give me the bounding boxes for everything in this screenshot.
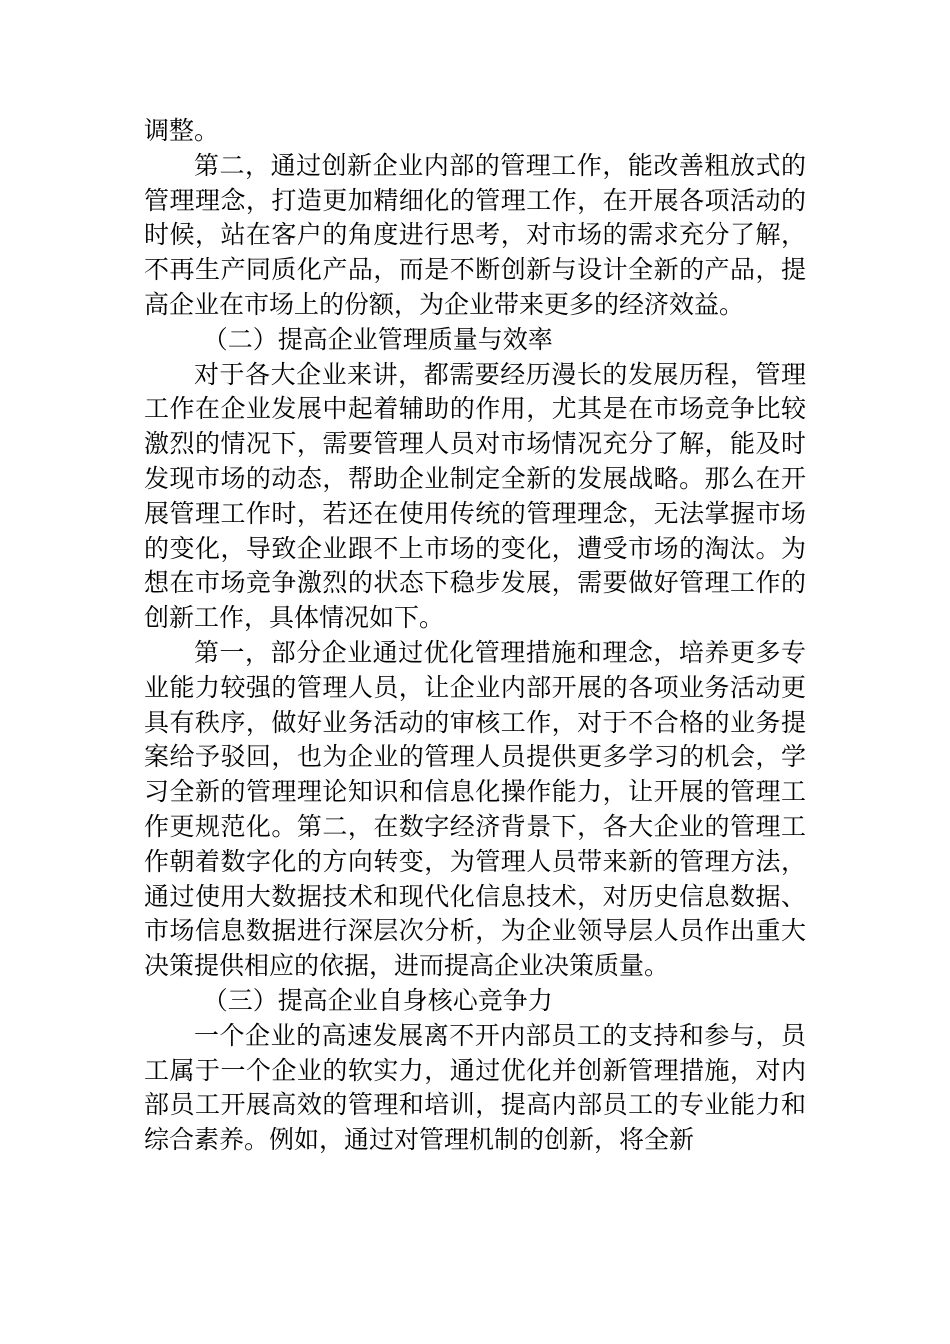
paragraph-management-quality: 对于各大企业来讲，都需要经历漫长的发展历程，管理工作在企业发展中起着辅助的作用，尤其是在市场竞争比较激烈的情况下，需要管理人员对市场情况充分了解，能及时发现市场的动态，帮助企业制定全新的发展战略。那么在开展管理工作时，若还在使用传统的管理理念，无法掌握市场的变化，导致企业跟不上市场的变化，遭受市场的淘汰。为想在市场竞争激烈的状态下稳步发展，需要做好管理工作的创新工作，具体情况如下。	[144, 359, 806, 633]
paragraph-core-competitiveness: 一个企业的高速发展离不开内部员工的支持和参与，员工属于一个企业的软实力，通过优化并创新管理措施，对内部员工开展高效的管理和培训，提高内部员工的专业能力和综合素养。例如，通过对管理机制的创新，将全新	[144, 1020, 806, 1155]
section-heading-2: （二）提高企业管理质量与效率	[202, 324, 553, 354]
body-text	[144, 114, 806, 1158]
paragraph-second-point: 第二，通过创新企业内部的管理工作，能改善粗放式的管理理念，打造更加精细化的管理工作，在开展各项活动的时候，站在客户的角度进行思考，对市场的需求充分了解，不再生产同质化产品，而是不断创新与设计全新的产品，提高企业在市场上的份额，为企业带来更多的经济效益。	[144, 150, 806, 319]
paragraph-continuation: 调整。	[144, 116, 220, 145]
paragraph-first-point: 第一，部分企业通过优化管理措施和理念，培养更多专业能力较强的管理人员，让企业内部开展的各项业务活动更具有秩序，做好业务活动的审核工作，对于不合格的业务提案给予驳回，也为企业的管理人员提供更多学习的机会，学习全新的管理理论知识和信息化操作能力，让开展的管理工作更规范化。第二，在数字经济背景下，各大企业的管理工作朝着数字化的方向转变，为管理人员带来新的管理方法，通过使用大数据技术和现代化信息技术，对历史信息数据、市场信息数据进行深层次分析，为企业领导层人员作出重大决策提供相应的依据，进而提高企业决策质量。	[144, 637, 806, 981]
section-heading-3: （三）提高企业自身核心竞争力	[202, 985, 553, 1015]
